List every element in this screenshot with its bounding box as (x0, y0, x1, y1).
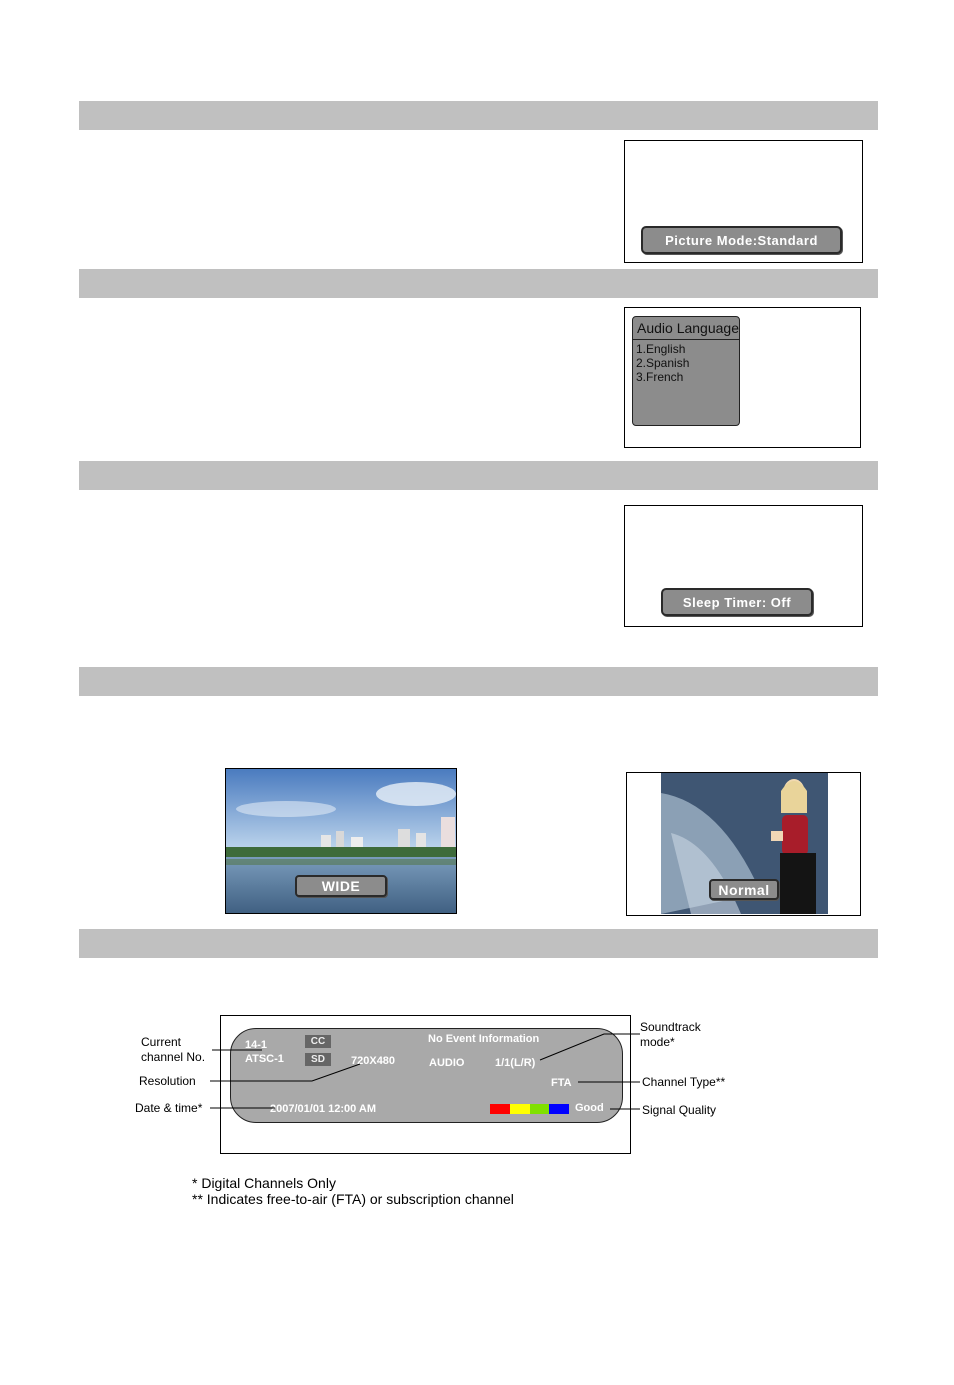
audio-language-title: Audio Language (633, 317, 739, 340)
sd-badge: SD (305, 1053, 331, 1066)
label-current-channel: Current (141, 1035, 182, 1049)
datetime-value: 2007/01/01 12:00 AM (270, 1103, 376, 1115)
soundtrack-value: 1/1(L/R) (495, 1057, 536, 1069)
audio-language-option: 3.French (636, 370, 684, 384)
sleep-timer-osd: Sleep Timer: Off (661, 588, 813, 616)
label-current-channel-2: channel No. (141, 1050, 206, 1064)
footnote-1: * Digital Channels Only (192, 1175, 336, 1191)
channel-name: ATSC-1 (245, 1053, 284, 1065)
label-soundtrack-2: mode* (640, 1035, 675, 1049)
normal-aspect-label: Normal (709, 879, 779, 900)
audio-label: AUDIO (429, 1057, 465, 1069)
label-datetime: Date & time* (135, 1101, 203, 1115)
label-channel-type: Channel Type** (642, 1075, 726, 1089)
channel-number: 14-1 (245, 1039, 268, 1051)
resolution-value: 720X480 (351, 1055, 396, 1067)
label-resolution: Resolution (139, 1074, 196, 1088)
cc-badge: CC (305, 1035, 331, 1048)
label-signal-quality: Signal Quality (642, 1103, 717, 1117)
wide-aspect-label: WIDE (295, 875, 387, 897)
picture-mode-osd: Picture Mode:Standard (641, 226, 842, 254)
audio-language-option: 1.English (636, 342, 686, 356)
audio-language-option: 2.Spanish (636, 356, 690, 370)
event-info: No Event Information (428, 1033, 540, 1045)
label-soundtrack: Soundtrack (640, 1020, 701, 1034)
footnote-2: ** Indicates free-to-air (FTA) or subscription channel (192, 1191, 514, 1207)
signal-quality-value: Good (575, 1102, 604, 1114)
channel-type-value: FTA (551, 1077, 572, 1089)
